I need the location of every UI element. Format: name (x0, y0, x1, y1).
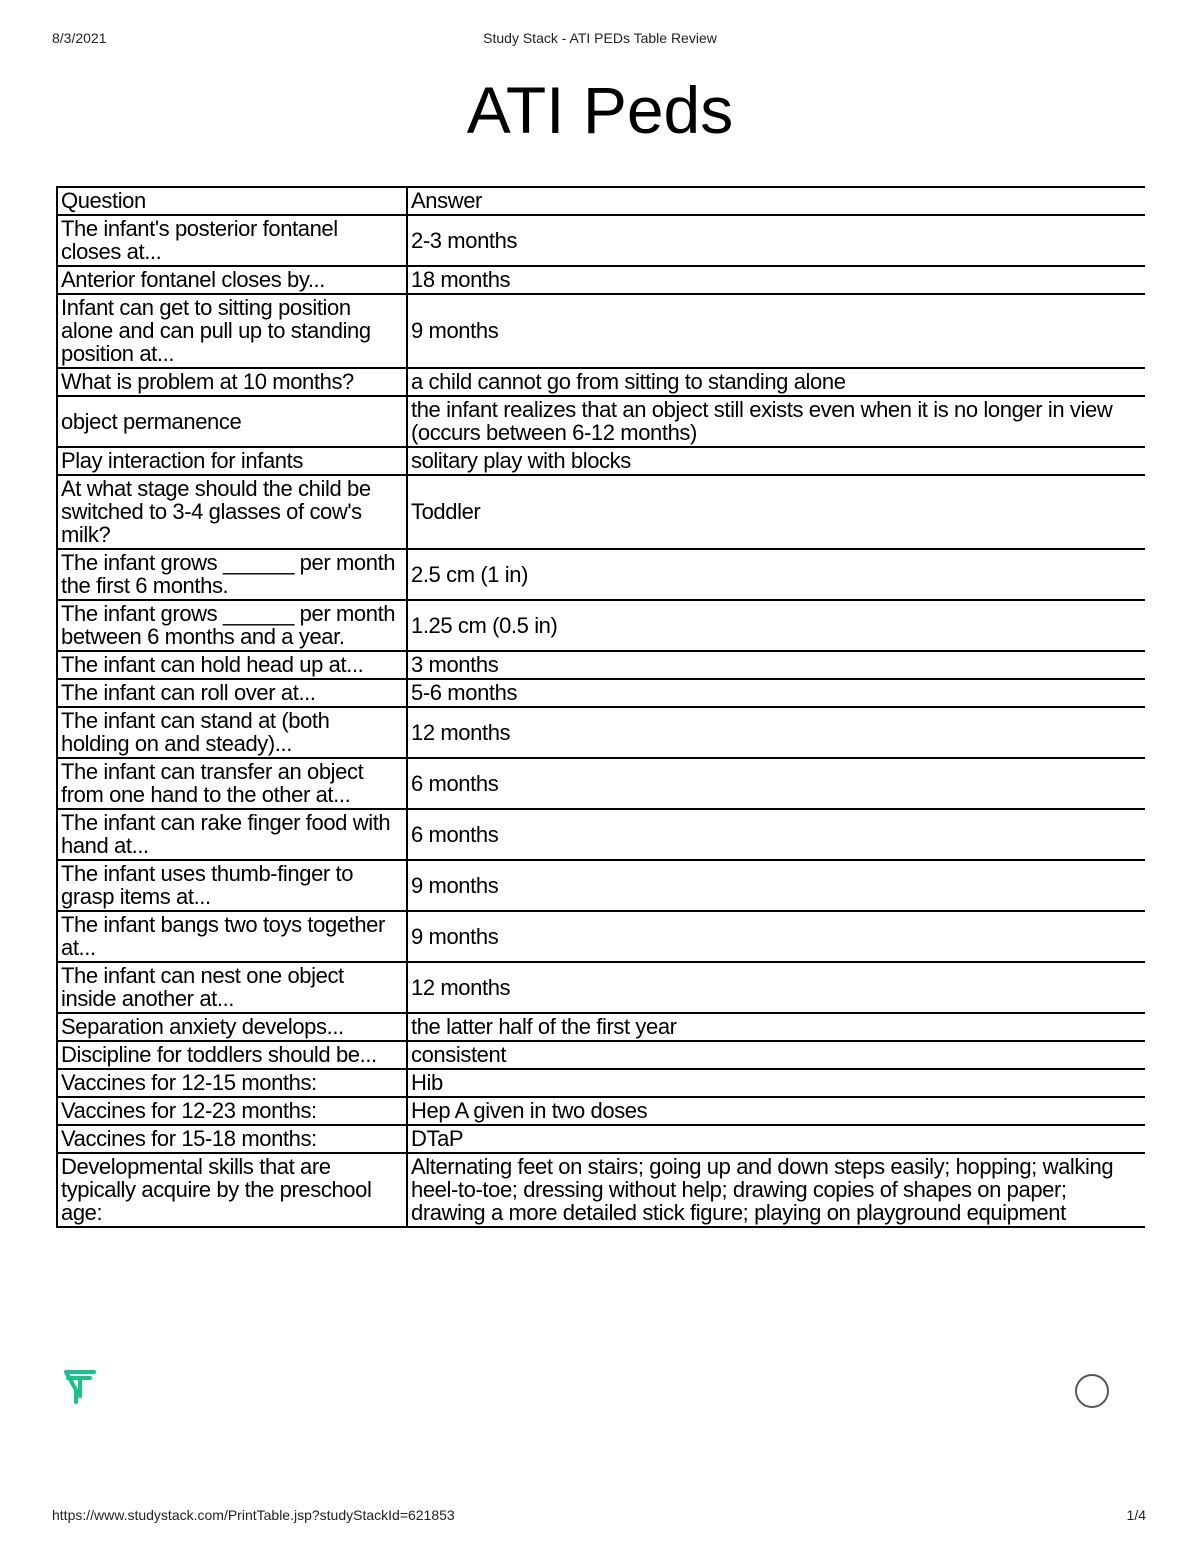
question-cell: At what stage should the child be switched to 3-4 glasses of cow's milk? (57, 475, 407, 549)
table-row (57, 215, 1145, 266)
answer-cell: Hep A given in two doses (407, 1097, 1145, 1125)
answer-cell: 6 months (407, 758, 1145, 809)
question-cell: object permanence (57, 396, 407, 447)
answer-cell: Alternating feet on stairs; going up and down steps easily; hopping; walking heel-to-toe; dressing without help; drawing copies of shapes on paper; drawing a more detailed stick figure; playing on playground equipment (407, 1153, 1145, 1227)
answer-cell: the infant realizes that an object still exists even when it is no longer in view (occurs between 6-12 months) (407, 396, 1145, 447)
question-cell: Developmental skills that are typically acquire by the preschool age: (57, 1153, 407, 1227)
answer-cell: the latter half of the first year (407, 1013, 1145, 1041)
study-table (56, 186, 1145, 1228)
question-cell: The infant can roll over at... (57, 679, 407, 707)
question-cell: The infant can hold head up at... (57, 651, 407, 679)
answer-cell: 1.25 cm (0.5 in) (407, 600, 1145, 651)
table-row (57, 475, 1145, 549)
answer-cell: consistent (407, 1041, 1145, 1069)
question-cell: The infant can nest one object inside another at... (57, 962, 407, 1013)
question-cell: The infant can stand at (both holding on and steady)... (57, 707, 407, 758)
question-cell: Anterior fontanel closes by... (57, 266, 407, 294)
question-cell: The infant's posterior fontanel closes at... (57, 215, 407, 266)
question-cell: Separation anxiety develops... (57, 1013, 407, 1041)
table-row (57, 600, 1145, 651)
answer-cell: 9 months (407, 294, 1145, 368)
study-table-container (56, 186, 1145, 1364)
table-header-row (57, 187, 1145, 215)
page-title: ATI Peds (466, 73, 734, 147)
table-row (57, 1097, 1145, 1125)
circle-button-icon[interactable] (1075, 1374, 1109, 1408)
table-row (57, 447, 1145, 475)
answer-cell: 9 months (407, 911, 1145, 962)
table-row (57, 1069, 1145, 1097)
table-row (57, 294, 1145, 368)
answer-cell: 2.5 cm (1 in) (407, 549, 1145, 600)
answer-cell: 18 months (407, 266, 1145, 294)
page-number: 1/4 (1126, 1507, 1146, 1523)
table-row (57, 707, 1145, 758)
table-row (57, 1153, 1145, 1227)
table-row (57, 396, 1145, 447)
question-cell: Vaccines for 12-23 months: (57, 1097, 407, 1125)
print-header-title: Study Stack - ATI PEDs Table Review (483, 30, 717, 46)
answer-cell: 12 months (407, 962, 1145, 1013)
question-cell: The infant uses thumb-finger to grasp items at... (57, 860, 407, 911)
question-cell: What is problem at 10 months? (57, 368, 407, 396)
answer-cell: 5-6 months (407, 679, 1145, 707)
question-cell: The infant can rake finger food with hand at... (57, 809, 407, 860)
table-row (57, 266, 1145, 294)
table-row (57, 758, 1145, 809)
print-date: 8/3/2021 (52, 30, 107, 46)
answer-cell: Hib (407, 1069, 1145, 1097)
table-row (57, 962, 1145, 1013)
question-cell: Play interaction for infants (57, 447, 407, 475)
answer-cell: DTaP (407, 1125, 1145, 1153)
answer-cell: 6 months (407, 809, 1145, 860)
question-cell: The infant bangs two toys together at... (57, 911, 407, 962)
question-cell: The infant can transfer an object from one hand to the other at... (57, 758, 407, 809)
answer-cell: Toddler (407, 475, 1145, 549)
answer-cell: 3 months (407, 651, 1145, 679)
table-row (57, 651, 1145, 679)
question-cell: Vaccines for 15-18 months: (57, 1125, 407, 1153)
studystack-logo-icon[interactable] (62, 1368, 98, 1406)
table-row (57, 860, 1145, 911)
question-cell: Vaccines for 12-15 months: (57, 1069, 407, 1097)
answer-cell: 12 months (407, 707, 1145, 758)
table-row (57, 1013, 1145, 1041)
column-header-answer: Answer (407, 187, 1145, 215)
answer-cell: 2-3 months (407, 215, 1145, 266)
answer-cell: a child cannot go from sitting to standing alone (407, 368, 1145, 396)
question-cell: The infant grows ______ per month the first 6 months. (57, 549, 407, 600)
table-row (57, 368, 1145, 396)
question-cell: Discipline for toddlers should be... (57, 1041, 407, 1069)
table-row (57, 549, 1145, 600)
print-url: https://www.studystack.com/PrintTable.jsp?studyStackId=621853 (52, 1507, 455, 1523)
table-row (57, 809, 1145, 860)
question-cell: The infant grows ______ per month between 6 months and a year. (57, 600, 407, 651)
table-row (57, 679, 1145, 707)
answer-cell: 9 months (407, 860, 1145, 911)
answer-cell: solitary play with blocks (407, 447, 1145, 475)
question-cell: Infant can get to sitting position alone and can pull up to standing position at... (57, 294, 407, 368)
table-row (57, 911, 1145, 962)
column-header-question: Question (57, 187, 407, 215)
table-row (57, 1125, 1145, 1153)
table-row (57, 1041, 1145, 1069)
